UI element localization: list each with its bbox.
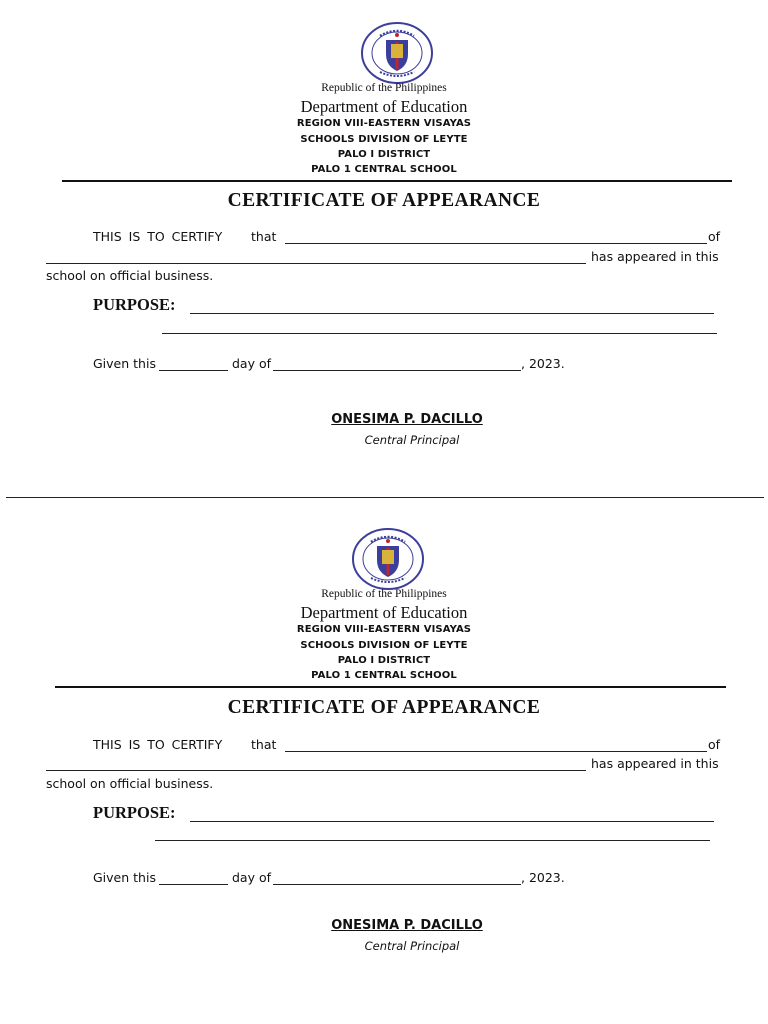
that-text: that [251, 737, 277, 752]
signatory-name: ONESIMA P. DACILLO [331, 918, 483, 933]
school-text: PALO 1 CENTRAL SCHOOL [311, 670, 457, 681]
origin-blank[interactable] [46, 770, 586, 771]
certificate-title: CERTIFICATE OF APPEARANCE [227, 190, 541, 211]
name-blank[interactable] [285, 751, 707, 752]
day-of-text: day of [232, 870, 272, 885]
of-text: of [708, 229, 721, 244]
day-blank[interactable] [159, 884, 228, 885]
region-text: REGION VIII-EASTERN VISAYAS [296, 624, 472, 635]
purpose-label: PURPOSE: [93, 803, 176, 822]
department-text: Department of Education [300, 97, 468, 116]
given-this-text: Given this [93, 870, 156, 885]
year-text: , 2023. [521, 870, 565, 885]
certify-lead: THIS IS TO CERTIFY [93, 737, 223, 752]
certificate-title: CERTIFICATE OF APPEARANCE [227, 697, 541, 718]
district-text: PALO I DISTRICT [337, 655, 431, 666]
school-text: PALO 1 CENTRAL SCHOOL [311, 164, 457, 175]
district-text: PALO I DISTRICT [337, 149, 431, 160]
that-text: that [251, 229, 277, 244]
year-text: , 2023. [521, 356, 565, 371]
given-this-text: Given this [93, 356, 156, 371]
appeared-text: has appeared in this [591, 249, 719, 264]
signatory-name: ONESIMA P. DACILLO [331, 412, 483, 427]
month-blank[interactable] [273, 884, 521, 885]
department-text: Department of Education [300, 603, 468, 622]
signatory-position: Central Principal [364, 939, 460, 953]
of-text: of [708, 737, 721, 752]
day-of-text: day of [232, 356, 272, 371]
certify-lead: THIS IS TO CERTIFY [93, 229, 223, 244]
region-text: REGION VIII-EASTERN VISAYAS [296, 118, 472, 129]
business-text: school on official business. [46, 776, 214, 791]
division-text: SCHOOLS DIVISION OF LEYTE [300, 640, 468, 651]
purpose-blank-2[interactable] [155, 840, 710, 841]
appeared-text: has appeared in this [591, 756, 719, 771]
division-text: SCHOOLS DIVISION OF LEYTE [300, 134, 468, 145]
business-text: school on official business. [46, 268, 214, 283]
republic-text: Republic of the Philippines [321, 588, 447, 600]
purpose-blank-1[interactable] [190, 821, 714, 822]
header-rule [55, 686, 726, 688]
republic-text: Republic of the Philippines [321, 82, 447, 94]
purpose-label: PURPOSE: [93, 295, 176, 314]
signatory-position: Central Principal [364, 433, 460, 447]
deped-seal-icon [351, 528, 425, 590]
